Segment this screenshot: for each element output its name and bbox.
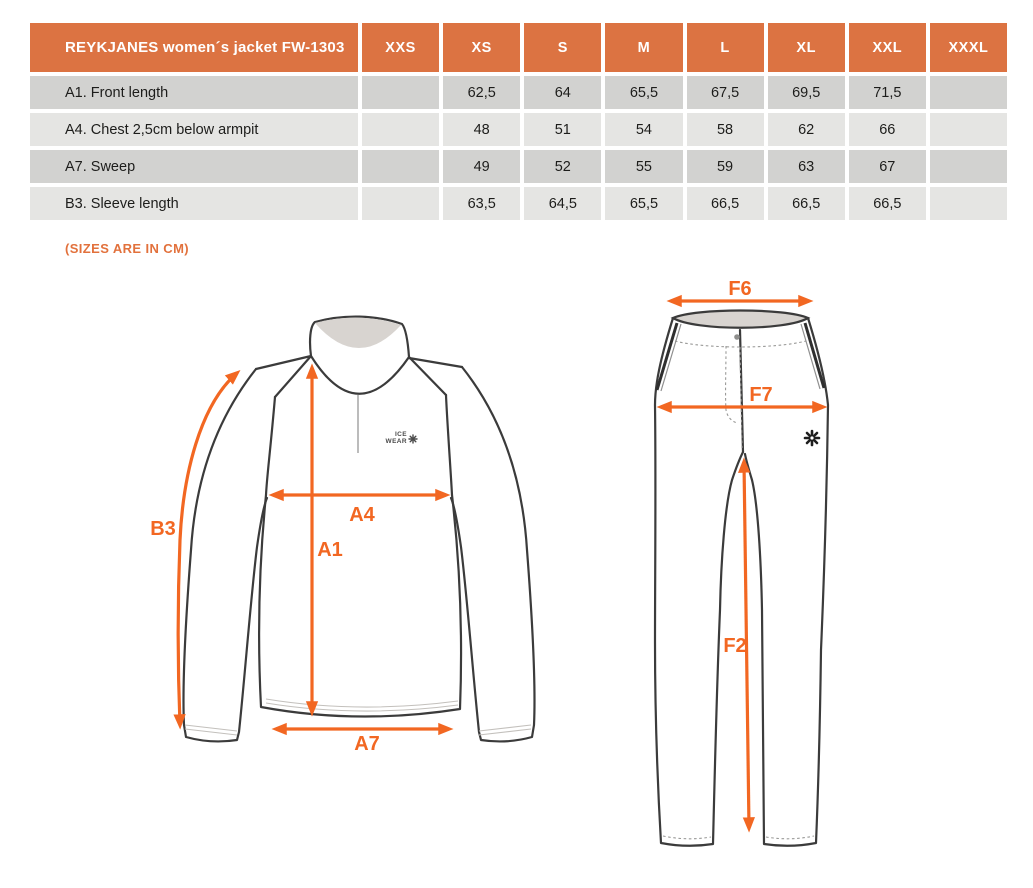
size-value: 65,5 xyxy=(605,187,682,220)
b3-label: B3 xyxy=(150,518,176,540)
size-value xyxy=(362,187,439,220)
size-header-xxl: XXL xyxy=(849,23,926,72)
size-value: 66,5 xyxy=(768,187,845,220)
row-label: A7. Sweep xyxy=(30,150,358,183)
size-value xyxy=(930,76,1007,109)
jacket-body-outline xyxy=(259,395,461,717)
size-value xyxy=(930,113,1007,146)
snowflake-icon xyxy=(409,435,417,443)
size-value: 59 xyxy=(687,150,764,183)
size-value xyxy=(930,187,1007,220)
size-value: 66,5 xyxy=(849,187,926,220)
snowflake-icon xyxy=(805,431,819,445)
size-value: 48 xyxy=(443,113,520,146)
size-value: 71,5 xyxy=(849,76,926,109)
size-value: 62 xyxy=(768,113,845,146)
size-value xyxy=(362,150,439,183)
size-value: 64,5 xyxy=(524,187,601,220)
size-value: 69,5 xyxy=(768,76,845,109)
size-value: 63 xyxy=(768,150,845,183)
size-value: 51 xyxy=(524,113,601,146)
pants-measurement-diagram xyxy=(640,280,845,875)
size-value: 54 xyxy=(605,113,682,146)
right-pocket xyxy=(805,323,824,388)
size-header-xxxl: XXXL xyxy=(930,23,1007,72)
a7-label: A7 xyxy=(354,733,380,755)
size-header-l: L xyxy=(687,23,764,72)
size-value: 63,5 xyxy=(443,187,520,220)
size-value xyxy=(362,113,439,146)
jacket-left-sleeve xyxy=(183,369,267,741)
a1-label: A1 xyxy=(317,539,343,561)
size-table xyxy=(30,23,1007,220)
size-header-xs: XS xyxy=(443,23,520,72)
size-header-m: M xyxy=(605,23,682,72)
svg-text:WEAR: WEAR xyxy=(385,438,407,445)
b3-sleeve-arrow xyxy=(178,373,237,725)
waist-button xyxy=(734,334,740,340)
icewear-logo xyxy=(386,431,417,445)
left-pocket xyxy=(657,323,677,390)
a4-label: A4 xyxy=(349,504,375,526)
size-header-s: S xyxy=(524,23,601,72)
row-label: A4. Chest 2,5cm below armpit xyxy=(30,113,358,146)
size-header-xl: XL xyxy=(768,23,845,72)
table-title: REYKJANES women´s jacket FW-1303 xyxy=(30,23,358,72)
size-value: 55 xyxy=(605,150,682,183)
pants-left-leg xyxy=(655,318,743,846)
jacket-measurement-diagram xyxy=(125,295,585,775)
size-value: 49 xyxy=(443,150,520,183)
row-label: B3. Sleeve length xyxy=(30,187,358,220)
svg-text:ICE: ICE xyxy=(394,431,407,438)
f7-label: F7 xyxy=(749,384,773,406)
units-note: (SIZES ARE IN CM) xyxy=(65,241,190,256)
size-value: 64 xyxy=(524,76,601,109)
size-value: 67 xyxy=(849,150,926,183)
size-value: 67,5 xyxy=(687,76,764,109)
size-value: 58 xyxy=(687,113,764,146)
size-value xyxy=(362,76,439,109)
size-value: 52 xyxy=(524,150,601,183)
size-value: 65,5 xyxy=(605,76,682,109)
size-header-xxs: XXS xyxy=(362,23,439,72)
size-value: 66 xyxy=(849,113,926,146)
row-label: A1. Front length xyxy=(30,76,358,109)
size-value: 66,5 xyxy=(687,187,764,220)
f2-label: F2 xyxy=(723,635,747,657)
fly-stitching xyxy=(726,346,737,423)
size-value: 62,5 xyxy=(443,76,520,109)
size-value xyxy=(930,150,1007,183)
waistband xyxy=(673,311,808,328)
f6-label: F6 xyxy=(728,280,752,300)
jacket-right-sleeve xyxy=(451,367,535,741)
